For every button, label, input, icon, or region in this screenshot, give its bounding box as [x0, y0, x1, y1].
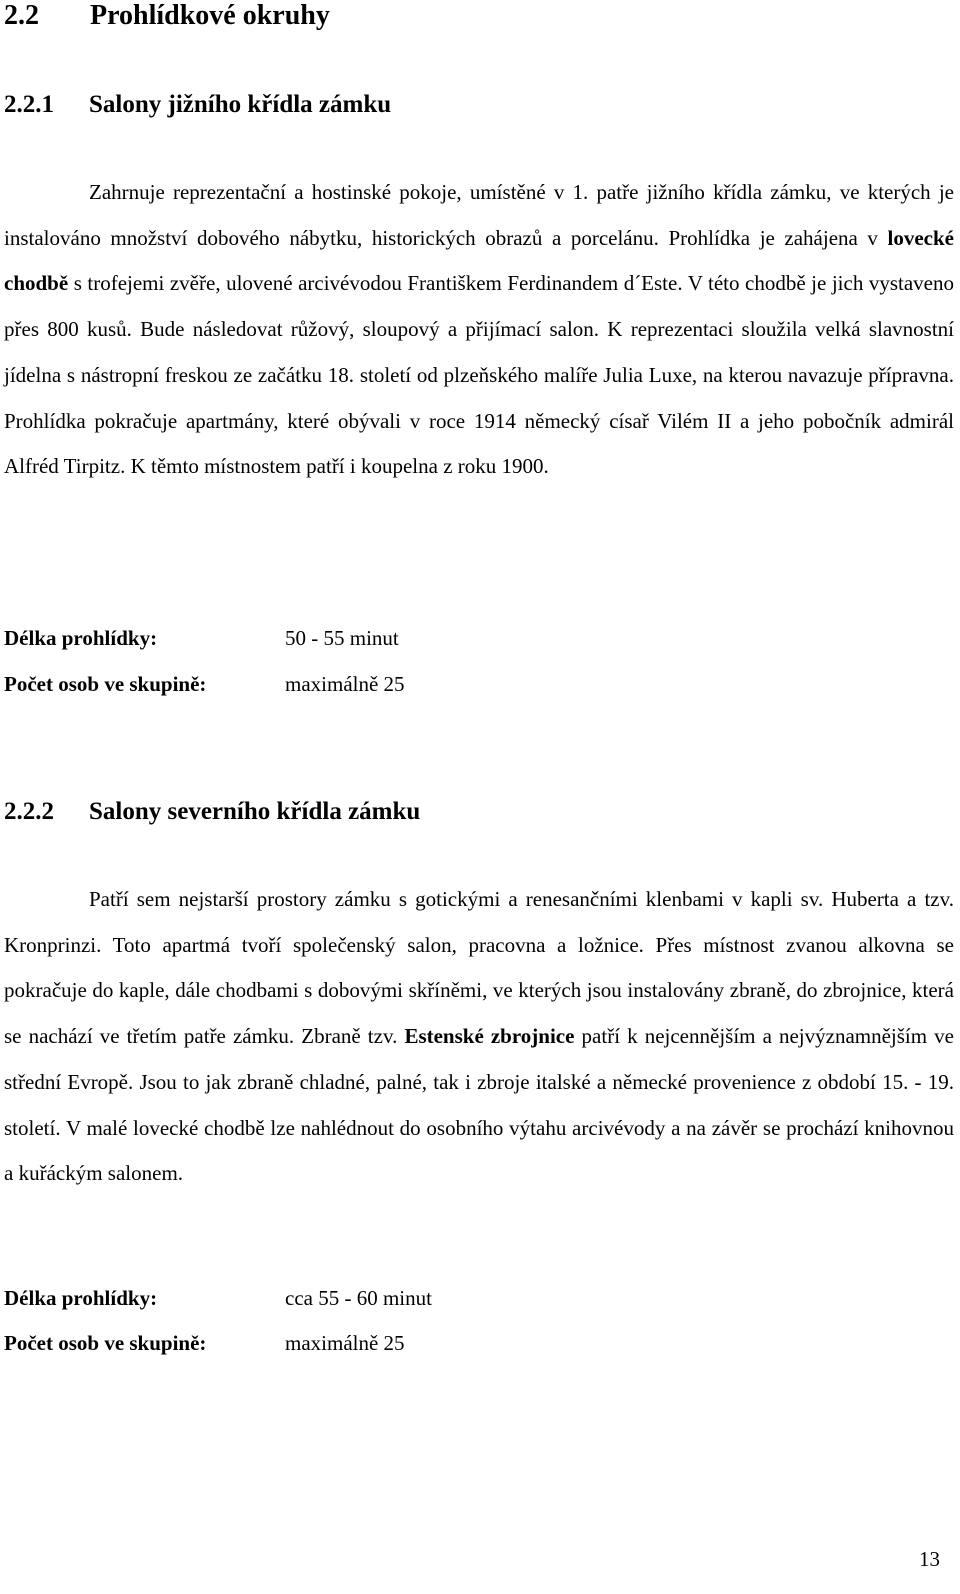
section-heading: [4, 0, 330, 32]
duration-value: cca 55 - 60 minut: [285, 1286, 432, 1310]
duration-row-north: [4, 1283, 432, 1313]
subsection-number: 2.2.1: [4, 91, 54, 118]
paragraph-text: patří k nejcennějším a nejvýznamnějším ve střední Evropě. Jsou to jak zbraně chladné, palné, tak i zbroje italské a německé provenience z období 15. - 19. století. V malé lovecké chodbě lze nahlédnout do osobního výtahu arcivévody a na závěr se prochází knihovnou a kuřáckým salonem.: [4, 1024, 955, 1186]
subsection-title: Salony jižního křídla zámku: [89, 91, 392, 118]
paragraph-text: Patří sem nejstarší prostory zámku s gotickými a renesančními klenbami v kapli sv. Huberta a tzv. Kronprinzi. Toto apartmá tvoří společenský salon, pracovna a ložnice. Přes místnost zvanou alkovna se pokračuje do kaple, dále chodbami s dobovými skříněmi, ve kterých jsou instalovány zbraně, do zbrojnice, která se nachází ve třetím patře zámku. Zbraně tzv.: [4, 887, 954, 1049]
paragraph-text: s trofejemi zvěře, ulovené arcivévodou Františkem Ferdinandem d´Este. V této chodbě je jich vystaveno přes 800 kusů. Bude následovat růžový, sloupový a přijímací salon. K reprezentaci sloužila velká slavnostní jídelna s nástropní freskou ze začátku 18. století od plzeňského malíře Julia Luxe, na kterou navazuje přípravna. Prohlídka pokračuje apartmány, které obývali v roce 1914 německý císař Vilém II a jeho pobočník admirál Alfréd Tirpitz. K těmto místnostem patří i koupelna z roku 1900.: [4, 271, 954, 479]
duration-row-south: [4, 623, 399, 653]
group-size-label: Počet osob ve skupině:: [4, 1331, 207, 1355]
paragraph-bold-term: Estenské zbrojnice: [404, 1024, 575, 1049]
group-size-value: maximálně 25: [285, 672, 405, 696]
duration-label: Délka prohlídky:: [4, 1286, 158, 1310]
duration-label: Délka prohlídky:: [4, 626, 158, 650]
paragraph-bold-term: lovecké chodbě: [4, 225, 954, 296]
group-size-row-south: [4, 669, 405, 699]
group-size-label: Počet osob ve skupině:: [4, 672, 207, 696]
subsection-title: Salony severního křídla zámku: [89, 798, 421, 825]
subsection-heading-north: [4, 797, 421, 827]
section-number: 2.2: [4, 0, 39, 31]
subsection-heading-south: [4, 90, 392, 120]
paragraph-text: Zahrnuje reprezentační a hostinské pokoje, umístěné v 1. patře jižního křídla zámku, ve kterých je instalováno množství dobového nábytku, historických obrazů a porcelánu. Prohlídka je zahájena v: [4, 180, 954, 250]
group-size-value: maximálně 25: [285, 1331, 405, 1355]
section-title: Prohlídkové okruhy: [90, 0, 330, 31]
duration-value: 50 - 55 minut: [285, 626, 399, 650]
page-number: 13: [919, 1547, 940, 1571]
paragraph-north-wing: [4, 877, 954, 1197]
paragraph-south-wing: [4, 170, 954, 490]
group-size-row-north: [4, 1328, 405, 1358]
subsection-number: 2.2.2: [4, 798, 54, 825]
